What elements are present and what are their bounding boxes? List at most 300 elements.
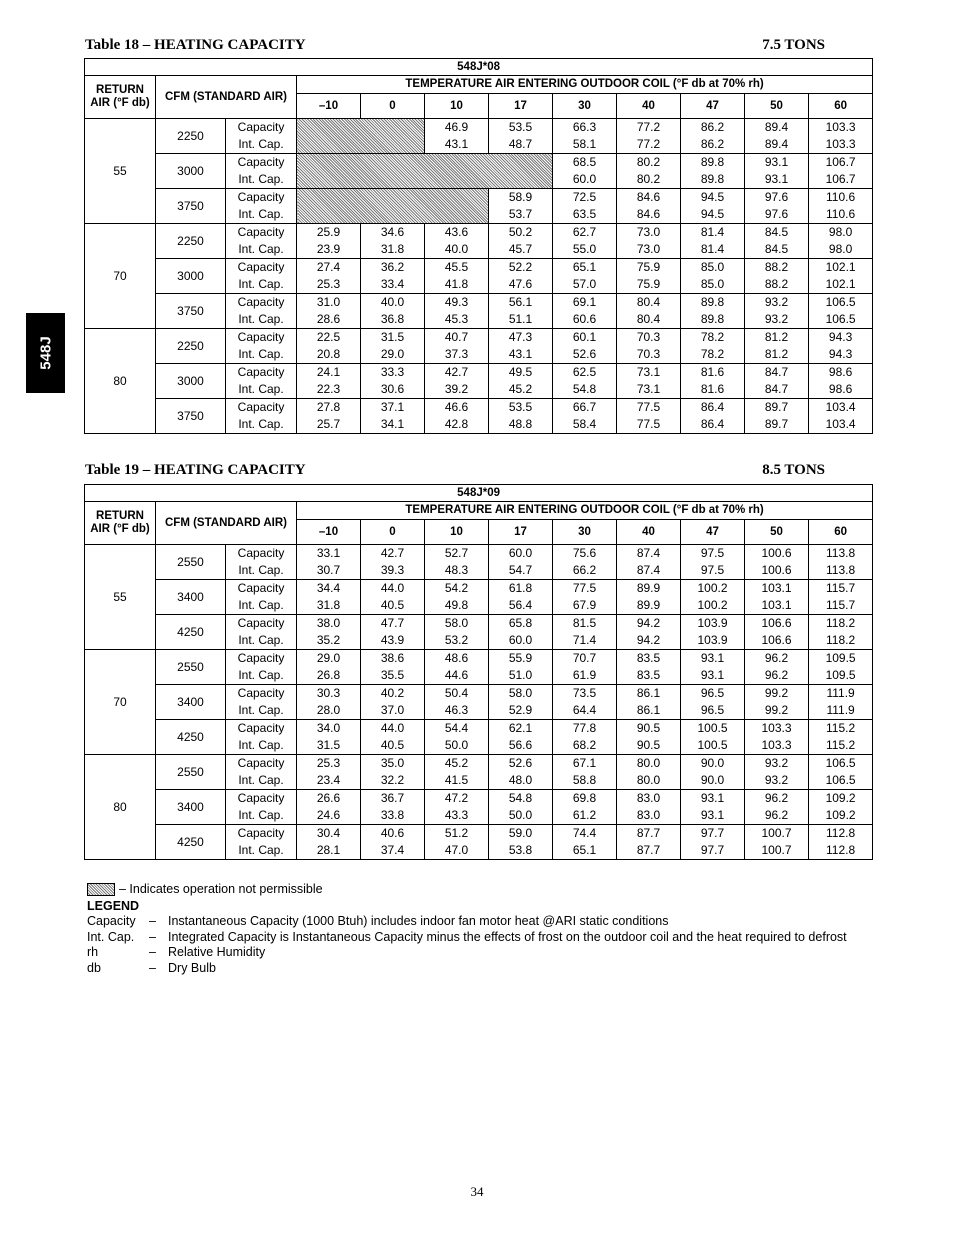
int-cap-cell: 86.2: [681, 136, 745, 154]
int-cap-label: Int. Cap.: [226, 206, 297, 224]
int-cap-cell: 20.8: [297, 346, 361, 364]
int-cap-cell: 93.2: [745, 311, 809, 329]
legend-term: db: [87, 960, 101, 975]
int-cap-label: Int. Cap.: [226, 597, 297, 615]
capacity-cell: 77.2: [617, 119, 681, 137]
int-cap-cell: 87.7: [617, 842, 681, 860]
capacity-cell: 96.2: [745, 790, 809, 808]
int-cap-label: Int. Cap.: [226, 241, 297, 259]
int-cap-cell: 54.7: [489, 562, 553, 580]
header-row: [85, 502, 873, 520]
int-cap-cell: 50.0: [425, 737, 489, 755]
int-cap-cell: 109.2: [809, 807, 873, 825]
capacity-cell: 53.5: [489, 119, 553, 137]
capacity-cell: 66.7: [553, 399, 617, 417]
int-cap-cell: 23.9: [297, 241, 361, 259]
int-cap-cell: 80.4: [617, 311, 681, 329]
capacity-cell: 89.9: [617, 580, 681, 598]
int-cap-label: Int. Cap.: [226, 276, 297, 294]
capacity-cell: 30.3: [297, 685, 361, 703]
capacity-cell: 22.5: [297, 329, 361, 347]
capacity-row: [85, 329, 873, 347]
int-cap-cell: 39.2: [425, 381, 489, 399]
capacity-cell: 106.5: [809, 755, 873, 773]
capacity-cell: 89.4: [745, 119, 809, 137]
capacity-cell: 42.7: [425, 364, 489, 382]
int-cap-label: Int. Cap.: [226, 562, 297, 580]
temperature-cell: 40: [617, 520, 681, 545]
capacity-cell: 46.6: [425, 399, 489, 417]
int-cap-cell: 23.4: [297, 772, 361, 790]
cfm-cell: 2250: [156, 329, 226, 364]
capacity-cell: 103.3: [809, 119, 873, 137]
int-cap-cell: 96.2: [745, 807, 809, 825]
int-cap-cell: 43.9: [361, 632, 425, 650]
temperature-cell: 50: [745, 520, 809, 545]
capacity-cell: 86.1: [617, 685, 681, 703]
int-cap-cell: 29.0: [361, 346, 425, 364]
int-cap-cell: 63.5: [553, 206, 617, 224]
capacity-cell: 62.5: [553, 364, 617, 382]
int-cap-cell: 46.3: [425, 702, 489, 720]
int-cap-cell: 80.0: [617, 772, 681, 790]
capacity-row: [85, 790, 873, 808]
capacity-cell: 106.5: [809, 294, 873, 312]
int-cap-cell: 98.0: [809, 241, 873, 259]
int-cap-cell: 93.1: [745, 171, 809, 189]
int-cap-cell: 103.1: [745, 597, 809, 615]
temperature-cell: –10: [297, 94, 361, 119]
int-cap-cell: 106.5: [809, 772, 873, 790]
capacity-cell: 67.1: [553, 755, 617, 773]
return-air-cell: 55: [85, 545, 156, 650]
capacity-cell: 85.0: [681, 259, 745, 277]
capacity-cell: 60.1: [553, 329, 617, 347]
temperature-cell: 30: [553, 520, 617, 545]
capacity-row: [85, 119, 873, 137]
int-cap-cell: 57.0: [553, 276, 617, 294]
int-cap-cell: 61.9: [553, 667, 617, 685]
capacity-cell: 81.4: [681, 224, 745, 242]
int-cap-cell: 89.7: [745, 416, 809, 434]
legend-dash: –: [149, 960, 156, 975]
int-cap-cell: 58.8: [553, 772, 617, 790]
int-cap-label: Int. Cap.: [226, 381, 297, 399]
capacity-cell: 55.9: [489, 650, 553, 668]
capacity-cell: 27.4: [297, 259, 361, 277]
int-cap-cell: 89.8: [681, 311, 745, 329]
capacity-cell: 75.6: [553, 545, 617, 563]
int-cap-cell: 55.0: [553, 241, 617, 259]
capacity-cell: 45.2: [425, 755, 489, 773]
capacity-cell: 54.8: [489, 790, 553, 808]
cfm-cell: 2250: [156, 224, 226, 259]
capacity-cell: 44.0: [361, 580, 425, 598]
int-cap-cell: 77.2: [617, 136, 681, 154]
int-cap-cell: 84.7: [745, 381, 809, 399]
int-cap-label: Int. Cap.: [226, 416, 297, 434]
capacity-cell: 53.5: [489, 399, 553, 417]
capacity-cell: 35.0: [361, 755, 425, 773]
capacity-cell: 83.5: [617, 650, 681, 668]
capacity-row: [85, 399, 873, 417]
capacity-label: Capacity: [226, 650, 297, 668]
capacity-label: Capacity: [226, 364, 297, 382]
temperature-cell: 50: [745, 94, 809, 119]
capacity-label: Capacity: [226, 154, 297, 172]
cfm-cell: 3000: [156, 259, 226, 294]
capacity-cell: 100.7: [745, 825, 809, 843]
capacity-cell: 43.6: [425, 224, 489, 242]
capacity-cell: 75.9: [617, 259, 681, 277]
int-cap-cell: 60.0: [489, 632, 553, 650]
int-cap-cell: 81.4: [681, 241, 745, 259]
capacity-cell: 30.4: [297, 825, 361, 843]
capacity-row: [85, 650, 873, 668]
capacity-cell: 47.2: [425, 790, 489, 808]
int-cap-cell: 47.0: [425, 842, 489, 860]
temperature-header: TEMPERATURE AIR ENTERING OUTDOOR COIL (°F db at 70% rh): [297, 502, 873, 520]
capacity-cell: 34.4: [297, 580, 361, 598]
capacity-cell: 62.1: [489, 720, 553, 738]
capacity-cell: 77.8: [553, 720, 617, 738]
model-row: [85, 485, 873, 502]
capacity-cell: 90.5: [617, 720, 681, 738]
capacity-cell: 69.1: [553, 294, 617, 312]
int-cap-cell: 52.9: [489, 702, 553, 720]
int-cap-cell: 28.1: [297, 842, 361, 860]
int-cap-cell: 45.3: [425, 311, 489, 329]
int-cap-label: Int. Cap.: [226, 772, 297, 790]
int-cap-cell: 83.0: [617, 807, 681, 825]
int-cap-cell: 35.5: [361, 667, 425, 685]
temperature-cell: 17: [489, 94, 553, 119]
capacity-cell: 73.5: [553, 685, 617, 703]
int-cap-cell: 51.1: [489, 311, 553, 329]
capacity-cell: 60.0: [489, 545, 553, 563]
cfm-cell: 4250: [156, 615, 226, 650]
section-tab: [26, 313, 65, 393]
int-cap-cell: 97.6: [745, 206, 809, 224]
int-cap-cell: 43.1: [425, 136, 489, 154]
capacity-cell: 112.8: [809, 825, 873, 843]
capacity-cell: 46.9: [425, 119, 489, 137]
int-cap-label: Int. Cap.: [226, 346, 297, 364]
int-cap-cell: 94.3: [809, 346, 873, 364]
int-cap-cell: 103.4: [809, 416, 873, 434]
capacity-cell: 81.2: [745, 329, 809, 347]
capacity-cell: 86.2: [681, 119, 745, 137]
capacity-cell: 78.2: [681, 329, 745, 347]
capacity-row: [85, 224, 873, 242]
capacity-cell: 100.5: [681, 720, 745, 738]
int-cap-cell: 94.2: [617, 632, 681, 650]
int-cap-cell: 103.3: [745, 737, 809, 755]
capacity-cell: 103.1: [745, 580, 809, 598]
int-cap-cell: 54.8: [553, 381, 617, 399]
cfm-cell: 2550: [156, 545, 226, 580]
int-cap-cell: 93.1: [681, 667, 745, 685]
table-19-heating-capacity: [84, 484, 873, 860]
capacity-cell: 58.0: [489, 685, 553, 703]
int-cap-cell: 50.0: [489, 807, 553, 825]
legend-item: [87, 945, 887, 961]
int-cap-cell: 24.6: [297, 807, 361, 825]
section-tab-label: 548J: [37, 336, 54, 370]
temperature-cell: 10: [425, 520, 489, 545]
legend-item: [87, 930, 887, 946]
capacity-cell: 93.1: [681, 650, 745, 668]
int-cap-cell: 60.0: [553, 171, 617, 189]
capacity-cell: 40.7: [425, 329, 489, 347]
int-cap-cell: 35.2: [297, 632, 361, 650]
capacity-cell: 49.5: [489, 364, 553, 382]
capacity-cell: 93.2: [745, 294, 809, 312]
int-cap-cell: 32.2: [361, 772, 425, 790]
capacity-row: [85, 825, 873, 843]
int-cap-cell: 56.4: [489, 597, 553, 615]
cfm-cell: 3750: [156, 189, 226, 224]
temperature-cell: 17: [489, 520, 553, 545]
int-cap-cell: 115.2: [809, 737, 873, 755]
capacity-cell: 93.1: [681, 790, 745, 808]
capacity-cell: 80.0: [617, 755, 681, 773]
int-cap-cell: 88.2: [745, 276, 809, 294]
int-cap-cell: 96.2: [745, 667, 809, 685]
int-cap-cell: 58.1: [553, 136, 617, 154]
int-cap-cell: 89.9: [617, 597, 681, 615]
capacity-cell: 47.3: [489, 329, 553, 347]
capacity-cell: 70.3: [617, 329, 681, 347]
capacity-cell: 40.6: [361, 825, 425, 843]
capacity-label: Capacity: [226, 755, 297, 773]
int-cap-cell: 81.2: [745, 346, 809, 364]
capacity-cell: 51.2: [425, 825, 489, 843]
capacity-label: Capacity: [226, 720, 297, 738]
capacity-cell: 42.7: [361, 545, 425, 563]
int-cap-cell: 103.9: [681, 632, 745, 650]
int-cap-cell: 81.6: [681, 381, 745, 399]
capacity-cell: 94.5: [681, 189, 745, 207]
int-cap-cell: 113.8: [809, 562, 873, 580]
cfm-cell: 3750: [156, 399, 226, 434]
cfm-cell: 2550: [156, 755, 226, 790]
capacity-cell: 87.4: [617, 545, 681, 563]
capacity-cell: 47.7: [361, 615, 425, 633]
capacity-cell: 109.5: [809, 650, 873, 668]
capacity-cell: 89.8: [681, 154, 745, 172]
cfm-header: CFM (STANDARD AIR): [156, 76, 297, 119]
int-cap-cell: 84.6: [617, 206, 681, 224]
table-18-heating-capacity: [84, 58, 873, 434]
capacity-cell: 97.7: [681, 825, 745, 843]
int-cap-cell: 53.8: [489, 842, 553, 860]
temperature-cell: –10: [297, 520, 361, 545]
int-cap-cell: 68.2: [553, 737, 617, 755]
int-cap-cell: 25.7: [297, 416, 361, 434]
int-cap-cell: 73.1: [617, 381, 681, 399]
return-air-cell: 80: [85, 755, 156, 860]
capacity-label: Capacity: [226, 685, 297, 703]
int-cap-cell: 85.0: [681, 276, 745, 294]
capacity-row: [85, 545, 873, 563]
int-cap-cell: 44.6: [425, 667, 489, 685]
int-cap-cell: 51.0: [489, 667, 553, 685]
int-cap-cell: 45.7: [489, 241, 553, 259]
capacity-cell: 65.8: [489, 615, 553, 633]
int-cap-cell: 86.4: [681, 416, 745, 434]
int-cap-cell: 110.6: [809, 206, 873, 224]
capacity-cell: 36.7: [361, 790, 425, 808]
capacity-cell: 86.4: [681, 399, 745, 417]
capacity-cell: 80.2: [617, 154, 681, 172]
capacity-cell: 94.3: [809, 329, 873, 347]
int-cap-cell: 75.9: [617, 276, 681, 294]
legend-definition: Relative Humidity: [168, 945, 266, 959]
int-cap-cell: 99.2: [745, 702, 809, 720]
not-permissible-cell: [297, 119, 425, 154]
cfm-cell: 4250: [156, 720, 226, 755]
capacity-cell: 94.2: [617, 615, 681, 633]
table-18-title-text: Table 18 – HEATING CAPACITY: [85, 37, 306, 53]
cfm-cell: 3750: [156, 294, 226, 329]
int-cap-cell: 28.0: [297, 702, 361, 720]
capacity-cell: 93.2: [745, 755, 809, 773]
capacity-cell: 33.3: [361, 364, 425, 382]
int-cap-cell: 41.5: [425, 772, 489, 790]
capacity-cell: 27.8: [297, 399, 361, 417]
capacity-cell: 38.0: [297, 615, 361, 633]
int-cap-cell: 70.3: [617, 346, 681, 364]
int-cap-cell: 90.0: [681, 772, 745, 790]
int-cap-cell: 106.5: [809, 311, 873, 329]
int-cap-label: Int. Cap.: [226, 807, 297, 825]
capacity-cell: 84.6: [617, 189, 681, 207]
capacity-cell: 31.5: [361, 329, 425, 347]
int-cap-cell: 43.3: [425, 807, 489, 825]
int-cap-cell: 37.4: [361, 842, 425, 860]
capacity-cell: 66.3: [553, 119, 617, 137]
capacity-cell: 31.0: [297, 294, 361, 312]
cfm-cell: 3400: [156, 580, 226, 615]
capacity-cell: 77.5: [553, 580, 617, 598]
capacity-cell: 34.6: [361, 224, 425, 242]
capacity-cell: 37.1: [361, 399, 425, 417]
capacity-cell: 50.2: [489, 224, 553, 242]
int-cap-cell: 97.7: [681, 842, 745, 860]
capacity-cell: 103.3: [745, 720, 809, 738]
capacity-cell: 25.9: [297, 224, 361, 242]
int-cap-cell: 106.6: [745, 632, 809, 650]
temperature-cell: 60: [809, 520, 873, 545]
int-cap-cell: 97.5: [681, 562, 745, 580]
capacity-cell: 110.6: [809, 189, 873, 207]
legend-term: rh: [87, 945, 99, 959]
cfm-cell: 3400: [156, 790, 226, 825]
legend-definition: Instantaneous Capacity (1000 Btuh) includes indoor fan motor heat @ARI static conditions: [168, 914, 669, 928]
int-cap-cell: 118.2: [809, 632, 873, 650]
header-row: [85, 76, 873, 94]
capacity-cell: 68.5: [553, 154, 617, 172]
int-cap-cell: 36.8: [361, 311, 425, 329]
cfm-cell: 3400: [156, 685, 226, 720]
int-cap-cell: 53.7: [489, 206, 553, 224]
capacity-cell: 89.8: [681, 294, 745, 312]
int-cap-cell: 93.1: [681, 807, 745, 825]
model-header: 548J*08: [85, 59, 873, 76]
capacity-cell: 100.6: [745, 545, 809, 563]
int-cap-cell: 100.7: [745, 842, 809, 860]
capacity-cell: 54.4: [425, 720, 489, 738]
int-cap-cell: 33.4: [361, 276, 425, 294]
capacity-cell: 115.2: [809, 720, 873, 738]
capacity-cell: 98.0: [809, 224, 873, 242]
capacity-cell: 34.0: [297, 720, 361, 738]
capacity-row: [85, 615, 873, 633]
int-cap-cell: 96.5: [681, 702, 745, 720]
int-cap-cell: 30.7: [297, 562, 361, 580]
int-cap-cell: 22.3: [297, 381, 361, 399]
capacity-row: [85, 154, 873, 172]
int-cap-cell: 41.8: [425, 276, 489, 294]
capacity-cell: 25.3: [297, 755, 361, 773]
temperature-header: TEMPERATURE AIR ENTERING OUTDOOR COIL (°F db at 70% rh): [297, 76, 873, 94]
capacity-cell: 65.1: [553, 259, 617, 277]
return-air-cell: 55: [85, 119, 156, 224]
int-cap-label: Int. Cap.: [226, 632, 297, 650]
legend-items: [87, 914, 887, 976]
capacity-cell: 80.4: [617, 294, 681, 312]
capacity-cell: 72.5: [553, 189, 617, 207]
not-permissible-cell: [297, 154, 553, 189]
int-cap-cell: 48.0: [489, 772, 553, 790]
capacity-cell: 52.2: [489, 259, 553, 277]
capacity-cell: 93.1: [745, 154, 809, 172]
int-cap-label: Int. Cap.: [226, 136, 297, 154]
capacity-cell: 111.9: [809, 685, 873, 703]
int-cap-label: Int. Cap.: [226, 737, 297, 755]
cfm-cell: 3000: [156, 364, 226, 399]
capacity-cell: 69.8: [553, 790, 617, 808]
int-cap-cell: 37.3: [425, 346, 489, 364]
temperature-cell: 60: [809, 94, 873, 119]
capacity-cell: 84.5: [745, 224, 809, 242]
int-cap-cell: 30.6: [361, 381, 425, 399]
int-cap-cell: 100.6: [745, 562, 809, 580]
cfm-header: CFM (STANDARD AIR): [156, 502, 297, 545]
capacity-cell: 52.6: [489, 755, 553, 773]
int-cap-cell: 100.2: [681, 597, 745, 615]
int-cap-label: Int. Cap.: [226, 702, 297, 720]
cfm-cell: 2550: [156, 650, 226, 685]
legend-item: [87, 914, 887, 930]
capacity-cell: 99.2: [745, 685, 809, 703]
return-air-cell: 70: [85, 650, 156, 755]
int-cap-cell: 33.8: [361, 807, 425, 825]
int-cap-label: Int. Cap.: [226, 311, 297, 329]
capacity-label: Capacity: [226, 329, 297, 347]
int-cap-cell: 106.7: [809, 171, 873, 189]
int-cap-cell: 64.4: [553, 702, 617, 720]
int-cap-label: Int. Cap.: [226, 667, 297, 685]
temperature-cell: 0: [361, 520, 425, 545]
capacity-cell: 58.9: [489, 189, 553, 207]
legend-heading: LEGEND: [87, 898, 140, 913]
temperature-cell: 0: [361, 94, 425, 119]
capacity-cell: 77.5: [617, 399, 681, 417]
capacity-cell: 40.2: [361, 685, 425, 703]
int-cap-cell: 48.7: [489, 136, 553, 154]
